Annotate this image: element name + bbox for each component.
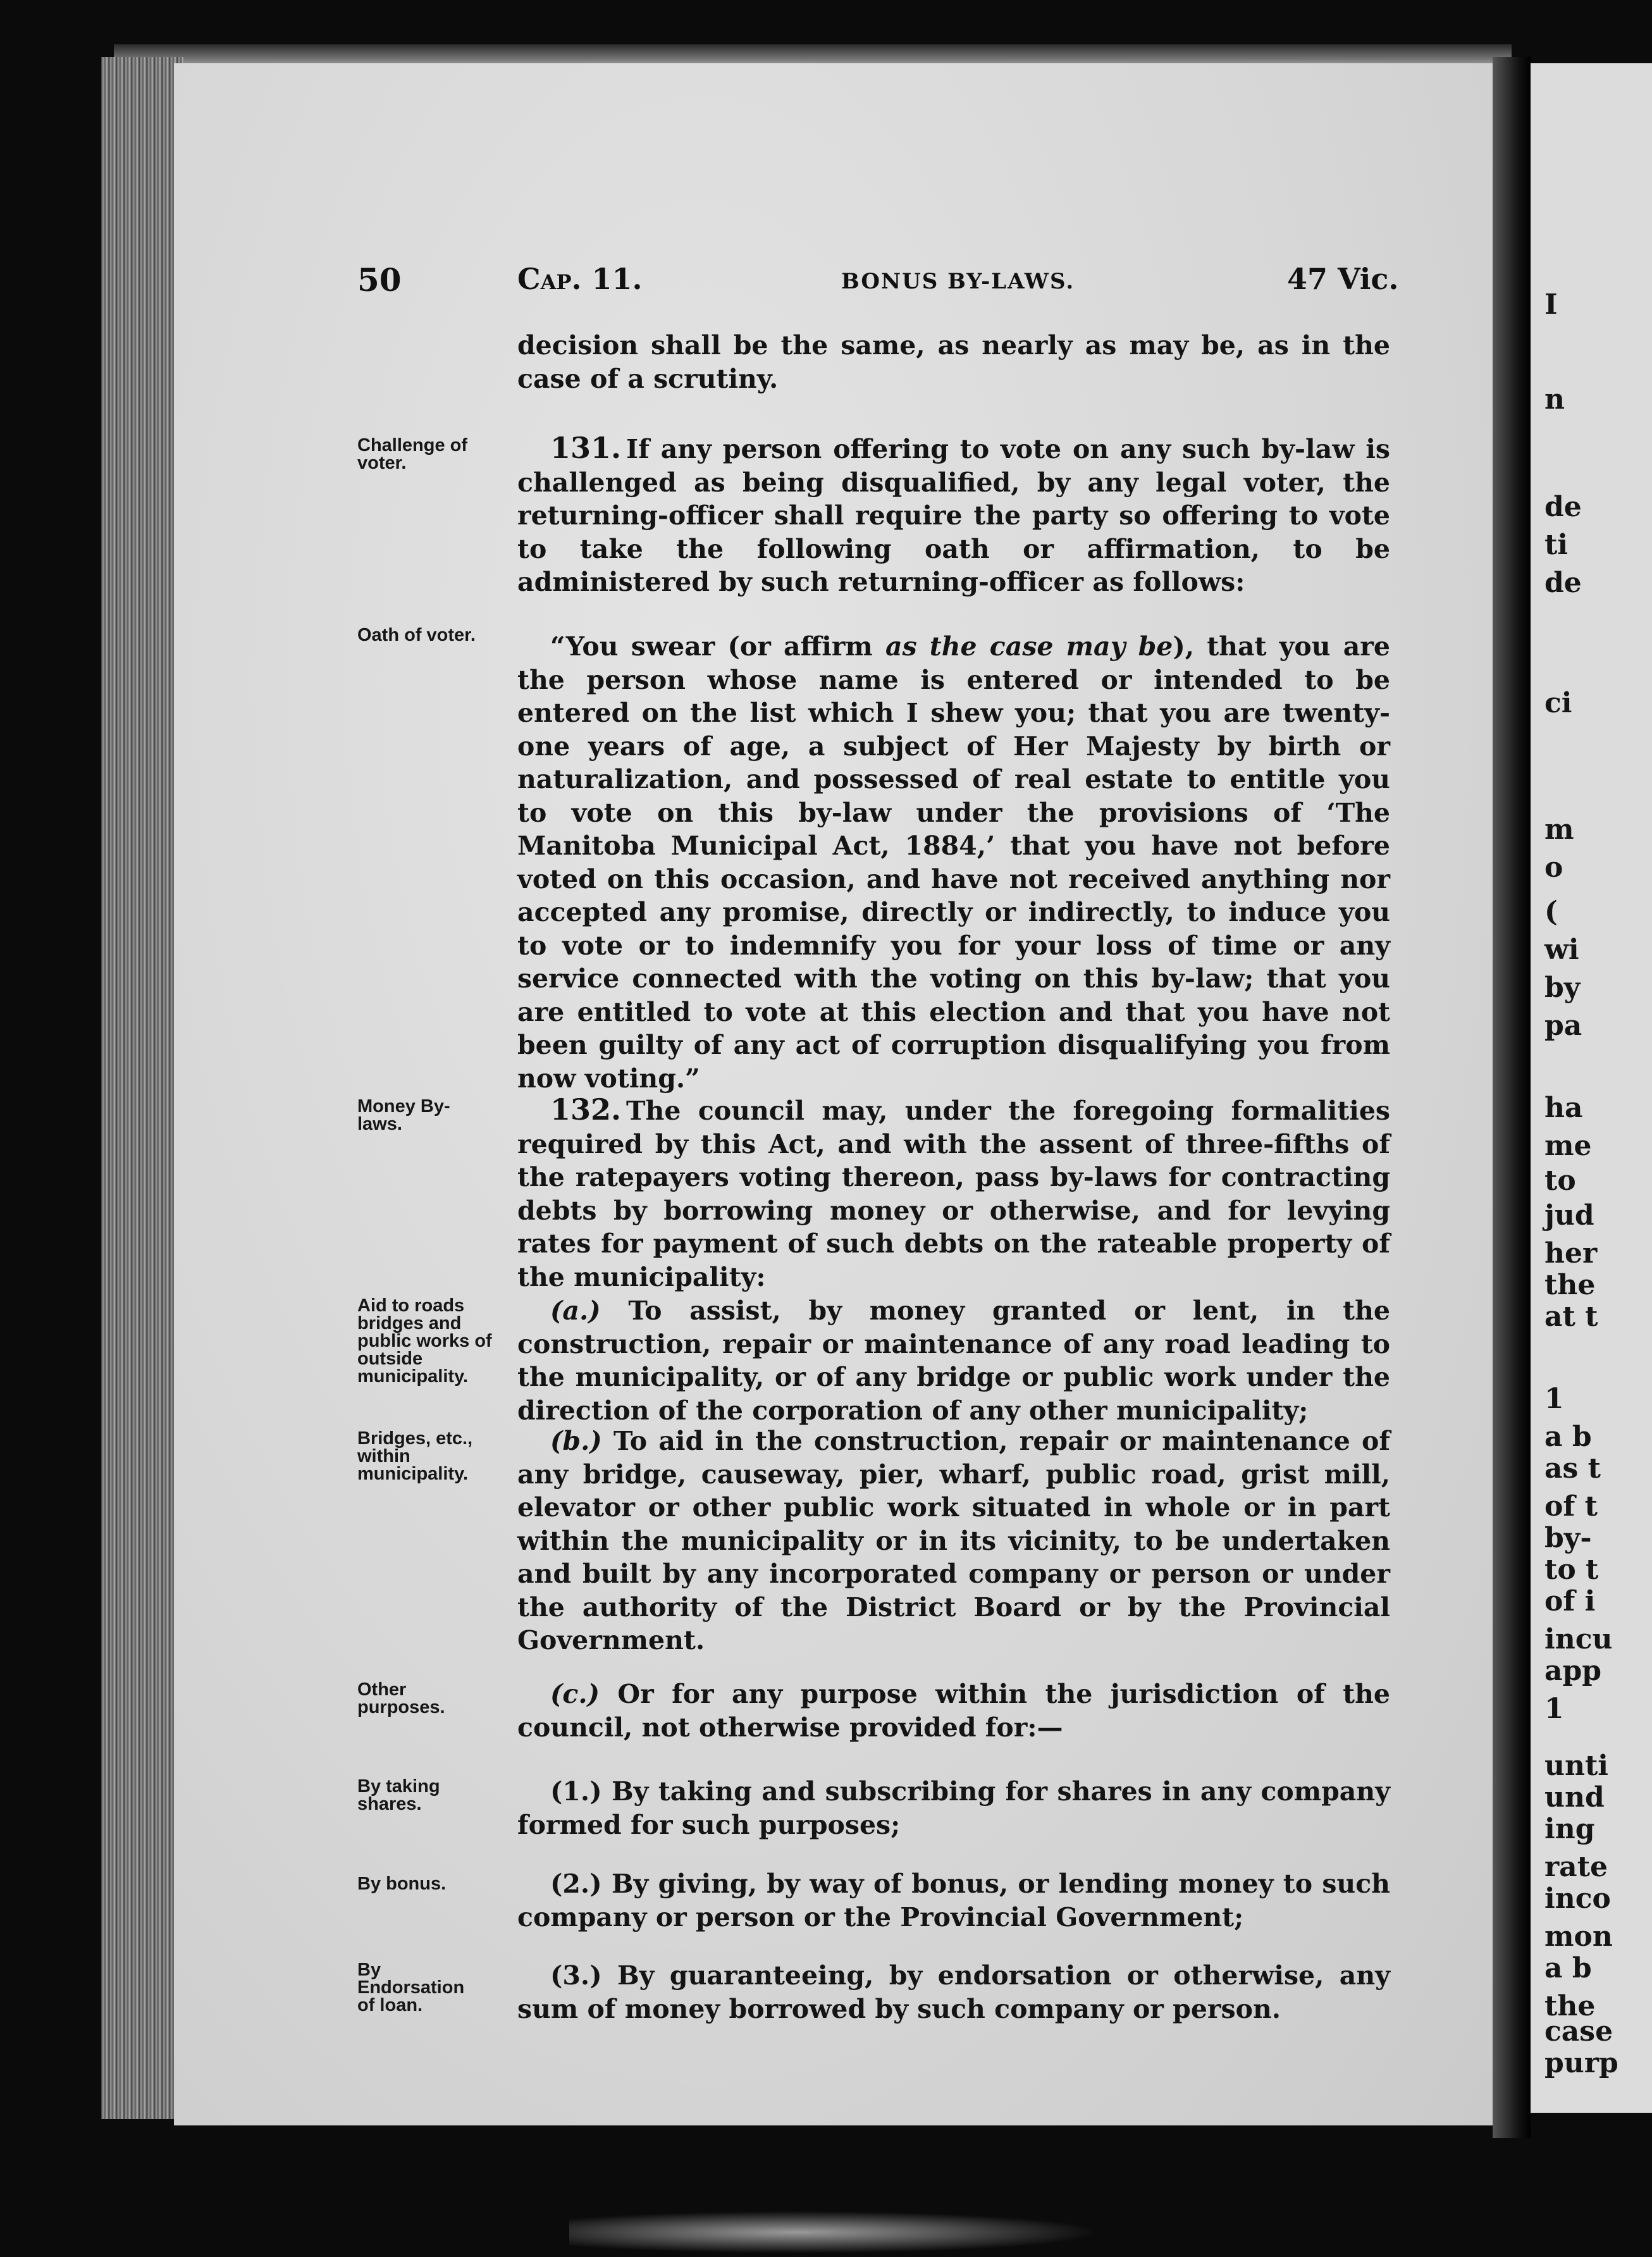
margin-note-money: Money By-laws. (357, 1096, 450, 1134)
facing-page-fragment: of t (1544, 1490, 1598, 1523)
clause-a (517, 1294, 1390, 1427)
margin-note-shares: By taking shares. (357, 1776, 440, 1814)
facing-page-fragment: unti (1544, 1750, 1609, 1782)
clause-label: (3.) (550, 1960, 602, 1991)
regnal-year: 47 Vic. (1287, 262, 1399, 296)
facing-page-fragment: a b (1544, 1421, 1592, 1453)
facing-page-fragment: de (1544, 567, 1582, 599)
facing-page-fragment: rate (1544, 1851, 1608, 1883)
clause-c2 (517, 1867, 1390, 1934)
section-text: The council may, under the foregoing formalities required by this Act, and with the assent of three-fifths of the ratepayers voting thereon, pass by-laws for contracting debts by borrowing money or otherwise, and for levying rates for payment of such debts on the rateable property of the municipality: (517, 1096, 1390, 1292)
facing-page (1531, 63, 1652, 2113)
facing-page-fragment: ci (1544, 687, 1572, 719)
oath-part-a: “You swear (or affirm (550, 631, 873, 662)
facing-page-fragment: her (1544, 1237, 1598, 1270)
facing-page-fragment: und (1544, 1781, 1605, 1814)
facing-page-fragment: to t (1544, 1554, 1599, 1586)
section-number: 132. (550, 1092, 622, 1127)
page-edges (101, 57, 183, 2119)
facing-page-fragment: app (1544, 1655, 1602, 1687)
facing-page-fragment: incu (1544, 1623, 1613, 1655)
clause-text: To aid in the construction, repair or maintenance of any bridge, causeway, pier, wharf, public road, grist mill, elevator or other public work situated in whole or in part within the municipality or in its vicinity, to be undertaken and built by any incorporated company or person or under the authority of the District Board or by the Provincial Government. (517, 1426, 1391, 1655)
clause-label: (b.) (550, 1426, 602, 1456)
facing-page-fragment: ti (1544, 529, 1569, 561)
oath-part-c: ), that you are the person whose name is entered or intended to be entered on the list which I shew you; that you are twenty-one years of age, a subject of Her Majesty by birth or naturalization, and possessed of real estate to entitle you to vote on this by-law under the provisions of ‘The Manitoba Municipal Act, 1884,’ that you have not before voted on this occasion, and have not received anything nor accepted any promise, directly or indirectly, to induce you to vote or to indemnify you for your loss of time or any service connected with the voting on this by-law; that you are entitled to vote at this election and that you have not been guilty of any act of corruption disqualifying you from now voting.” (517, 631, 1390, 1094)
facing-page-fragment: case (1544, 2015, 1613, 2048)
facing-page-fragment: of i (1544, 1585, 1596, 1617)
chapter-label: Cap. 11. (517, 262, 643, 296)
margin-note-endorsation: By Endorsation of loan. (357, 1960, 465, 2015)
facing-page-fragment: the (1544, 1990, 1596, 2022)
facing-page-fragment: me (1544, 1130, 1592, 1162)
clause-label: (1.) (550, 1776, 602, 1807)
facing-page-fragment: as t (1544, 1452, 1601, 1485)
facing-page-fragment: ( (1544, 896, 1558, 928)
facing-page-fragment: to (1544, 1165, 1576, 1197)
clause-label: (2.) (550, 1869, 602, 1899)
clause-c1 (517, 1775, 1390, 1841)
facing-page-fragment: by- (1544, 1522, 1592, 1554)
facing-page-fragment: jud (1544, 1199, 1594, 1232)
facing-page-fragment: 1 (1544, 1383, 1564, 1415)
section-number: 131. (550, 431, 622, 465)
section-text: If any person offering to vote on any such by-law is challenged as being disqualified, by any legal voter, the returning-officer shall require the party so offering to vote to take the following oath or affirmation, to be administered by such returning-officer as follows: (517, 434, 1390, 597)
facing-page-fragment: the (1544, 1269, 1596, 1301)
clause-c (517, 1678, 1390, 1744)
facing-page-fragment: 1 (1544, 1693, 1564, 1725)
facing-page-fragment: de (1544, 491, 1582, 523)
oath-part-b: as the case may be (885, 631, 1173, 662)
facing-page-fragment: m (1544, 813, 1574, 846)
facing-page-fragment: purp (1544, 2047, 1618, 2079)
facing-page-fragment: n (1544, 383, 1565, 416)
clause-text: Or for any purpose within the jurisdiction of the council, not otherwise provided for:— (517, 1679, 1390, 1743)
margin-note-bridges: Bridges, etc., within municipality. (357, 1428, 473, 1484)
continuation-text: decision shall be the same, as nearly as may be, as in the case of a scrutiny. (517, 330, 1390, 394)
margin-note-challenge: Challenge of voter. (357, 435, 468, 473)
clause-b (517, 1425, 1390, 1657)
clause-text: To assist, by money granted or lent, in the construction, repair or maintenance of any road leading to the municipality, or of any bridge or public work under the direction of the corporation of any other municipality; (517, 1295, 1390, 1426)
facing-page-fragment: at t (1544, 1301, 1598, 1333)
facing-page-fragment: a b (1544, 1952, 1592, 1984)
book-gutter (1493, 57, 1531, 2138)
facing-page-fragment: by (1544, 972, 1581, 1004)
clause-label: (c.) (550, 1679, 600, 1709)
clause-text: By giving, by way of bonus, or lending money to such company or person or the Provincial Government; (517, 1869, 1390, 1932)
running-title: BONUS BY-LAWS. (841, 269, 1075, 294)
section-132 (517, 1093, 1390, 1294)
facing-page-fragment: mon (1544, 1920, 1613, 1953)
page-number: 50 (357, 261, 402, 299)
margin-note-oath: Oath of voter. (357, 625, 476, 645)
clause-text: By guaranteeing, by endorsation or otherwise, any sum of money borrowed by such company or person. (517, 1960, 1390, 2024)
facing-page-fragment: pa (1544, 1010, 1582, 1042)
facing-page-fragment: o (1544, 851, 1563, 884)
oath-text (517, 630, 1390, 1095)
facing-page-fragment: ha (1544, 1092, 1583, 1124)
clause-text: By taking and subscribing for shares in any company formed for such purposes; (517, 1776, 1390, 1840)
facing-page-fragment: inco (1544, 1883, 1611, 1915)
margin-note-aid-roads: Aid to roads bridges and public works of outside municipality. (357, 1295, 492, 1387)
clause-label: (a.) (550, 1295, 601, 1326)
facing-page-fragment: ing (1544, 1813, 1595, 1845)
clause-c3 (517, 1959, 1390, 2025)
margin-note-other: Other purposes. (357, 1679, 445, 1717)
margin-note-bonus: By bonus. (357, 1874, 447, 1894)
section-131 (517, 431, 1390, 599)
scan-artifact (569, 2195, 1328, 2257)
facing-page-fragment: I (1544, 288, 1558, 321)
facing-page-fragment: wi (1544, 934, 1579, 966)
